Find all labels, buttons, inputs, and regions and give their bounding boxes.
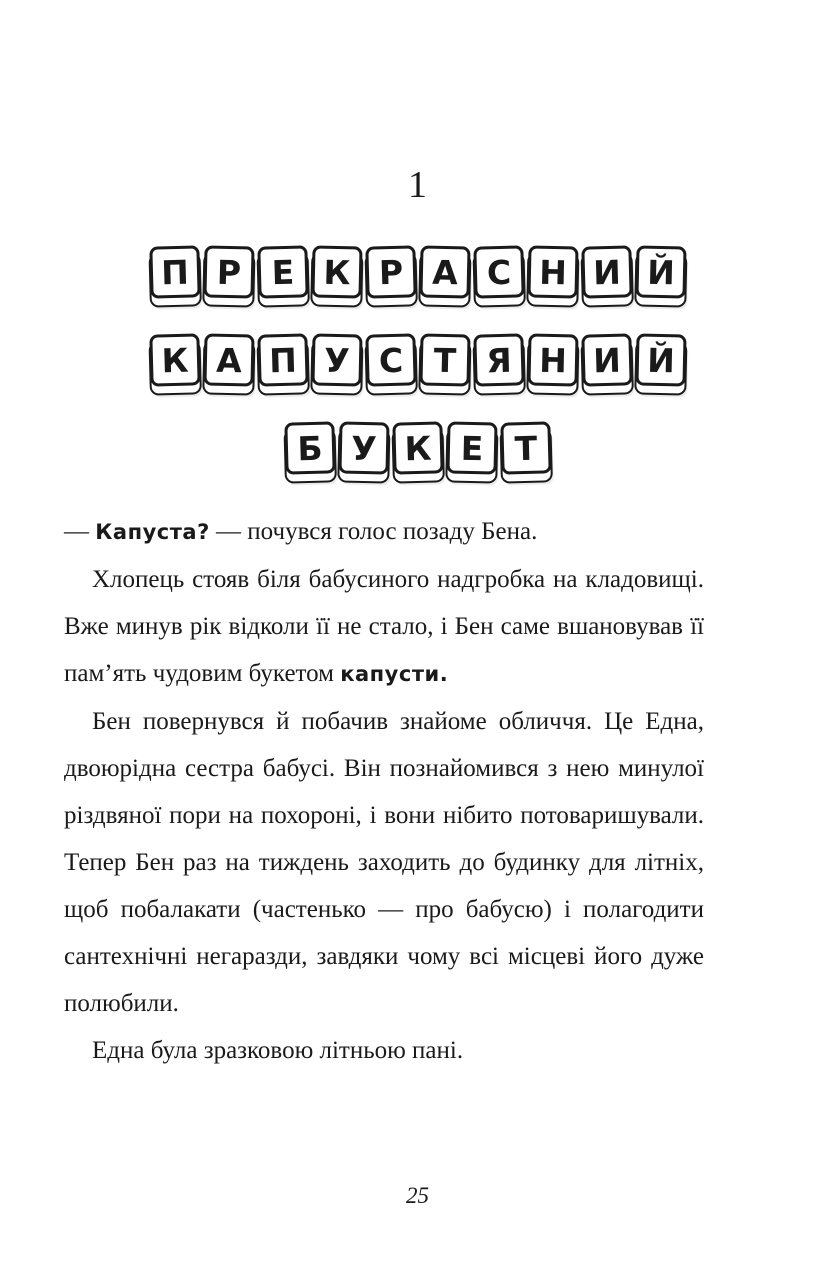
letter-tile: С xyxy=(365,333,416,386)
letter-tile: Й xyxy=(635,245,686,298)
paragraph xyxy=(64,556,704,698)
letter-tile: С xyxy=(473,245,524,298)
handwritten-word: Капуста? xyxy=(95,520,210,544)
paragraph: Бен повернувся й побачив знайоме обличчя. Це Една, двоюрідна сестра бабусі. Він познайомився з нею минулої різдвяної пори на похороні, і вони нібито потоваришували. Тепер Бен раз на тиждень заходить до будинку для літніх, щоб побалакати (частенько — про бабусю) і полагодити сантехнічні негаразди, завдяки чому всі місцеві його дуже полюбили. xyxy=(64,708,704,1017)
letter-tile: Н xyxy=(527,333,578,386)
paragraph: Една була зразковою літньою пані. xyxy=(92,1037,464,1064)
letter-tile: Т xyxy=(500,421,551,474)
letter-tile: П xyxy=(257,333,308,386)
letter-tile: Т xyxy=(419,333,470,386)
letter-tile: И xyxy=(581,245,632,298)
title-row-3 xyxy=(0,422,835,494)
letter-tile: У xyxy=(311,333,362,386)
letter-tile: П xyxy=(149,245,200,298)
chapter-title xyxy=(0,246,835,510)
letter-tile: К xyxy=(311,245,362,298)
handwritten-word: капусти. xyxy=(340,662,449,686)
page-number: 25 xyxy=(406,1183,429,1208)
body-text xyxy=(64,508,704,1074)
letter-tile: И xyxy=(581,333,632,386)
title-row-1 xyxy=(0,246,835,318)
paragraph-text: — почувся голос позаду Бена. xyxy=(209,518,538,545)
em-dash: — xyxy=(64,518,96,545)
letter-tile: Р xyxy=(365,245,416,298)
title-row-2 xyxy=(0,334,835,406)
paragraph-text: Хлопець стояв біля бабусиного надгробка на кладовищі. Вже минув рік відколи її не стало, і Бен саме вшановував її пам’ять чудовим букетом xyxy=(64,566,704,687)
letter-tile: Й xyxy=(635,333,686,386)
letter-tile: К xyxy=(392,421,443,474)
letter-tile: Е xyxy=(446,421,497,474)
chapter-number: 1 xyxy=(408,164,427,206)
letter-tile: А xyxy=(419,245,470,298)
paragraph xyxy=(64,508,704,556)
letter-tile: Е xyxy=(257,245,308,298)
letter-tile: Б xyxy=(284,421,335,474)
letter-tile: А xyxy=(203,333,254,386)
letter-tile: Н xyxy=(527,245,578,298)
letter-tile: Я xyxy=(473,333,524,386)
letter-tile: Р xyxy=(203,245,254,298)
letter-tile: К xyxy=(149,333,200,386)
letter-tile: У xyxy=(338,421,389,474)
